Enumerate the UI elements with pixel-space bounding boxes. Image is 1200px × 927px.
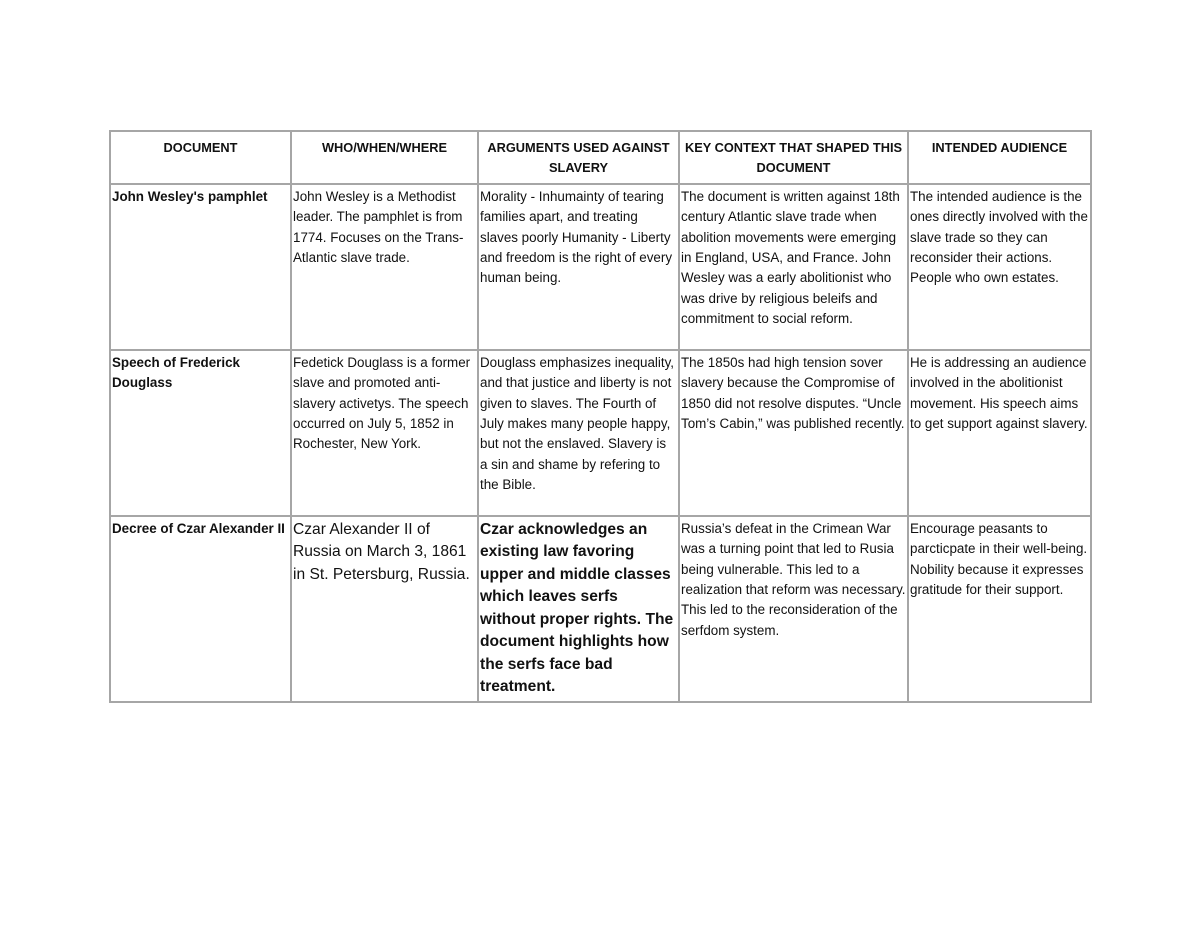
table-row <box>110 350 1091 516</box>
cell-arguments: Czar acknowledges an existing law favoring upper and middle classes which leaves serfs without proper rights. The document highlights how the serfs face bad treatment. <box>478 516 679 702</box>
cell-who: John Wesley is a Methodist leader. The pamphlet is from 1774. Focuses on the Trans-Atlantic slave trade. <box>291 184 478 350</box>
table-row <box>110 184 1091 350</box>
cell-arguments: Douglass emphasizes inequality, and that justice and liberty is not given to slaves. The Fourth of July makes many people happy, but not the enslaved. Slavery is a sin and shame by refering to the Bible. <box>478 350 679 516</box>
cell-context: Russia’s defeat in the Crimean War was a turning point that led to Rusia being vulnerable. This led to a realization that reform was necessary. This led to the reconsideration of the serfdom system. <box>679 516 908 702</box>
header-who-when-where: WHO/WHEN/WHERE <box>291 131 478 184</box>
header-intended-audience: INTENDED AUDIENCE <box>908 131 1091 184</box>
header-arguments: ARGUMENTS USED AGAINST SLAVERY <box>478 131 679 184</box>
cell-who: Fedetick Douglass is a former slave and promoted anti-slavery activetys. The speech occurred on July 5, 1852 in Rochester, New York. <box>291 350 478 516</box>
header-key-context: KEY CONTEXT THAT SHAPED THIS DOCUMENT <box>679 131 908 184</box>
cell-context: The document is written against 18th century Atlantic slave trade when abolition movements were emerging in England, USA, and France. John Wesley was a early abolitionist who was drive by religious beleifs and commitment to social reform. <box>679 184 908 350</box>
cell-audience: Encourage peasants to parcticpate in their well-being. Nobility because it expresses gratitude for their support. <box>908 516 1091 702</box>
cell-document: Decree of Czar Alexander II <box>110 516 291 702</box>
cell-audience: The intended audience is the ones directly involved with the slave trade so they can reconsider their actions. People who own estates. <box>908 184 1091 350</box>
table-row <box>110 516 1091 702</box>
cell-arguments: Morality - Inhumainty of tearing families apart, and treating slaves poorly Humanity - Liberty and freedom is the right of every human being. <box>478 184 679 350</box>
cell-document: Speech of Frederick Douglass <box>110 350 291 516</box>
cell-context: The 1850s had high tension sover slavery because the Compromise of 1850 did not resolve disputes. “Uncle Tom’s Cabin,” was published recently. <box>679 350 908 516</box>
cell-who: Czar Alexander II of Russia on March 3, 1861 in St. Petersburg, Russia. <box>291 516 478 702</box>
cell-document: John Wesley's pamphlet <box>110 184 291 350</box>
header-document: DOCUMENT <box>110 131 291 184</box>
slavery-documents-table <box>109 130 1092 703</box>
table-header-row <box>110 131 1091 184</box>
cell-audience: He is addressing an audience involved in the abolitionist movement. His speech aims to get support against slavery. <box>908 350 1091 516</box>
